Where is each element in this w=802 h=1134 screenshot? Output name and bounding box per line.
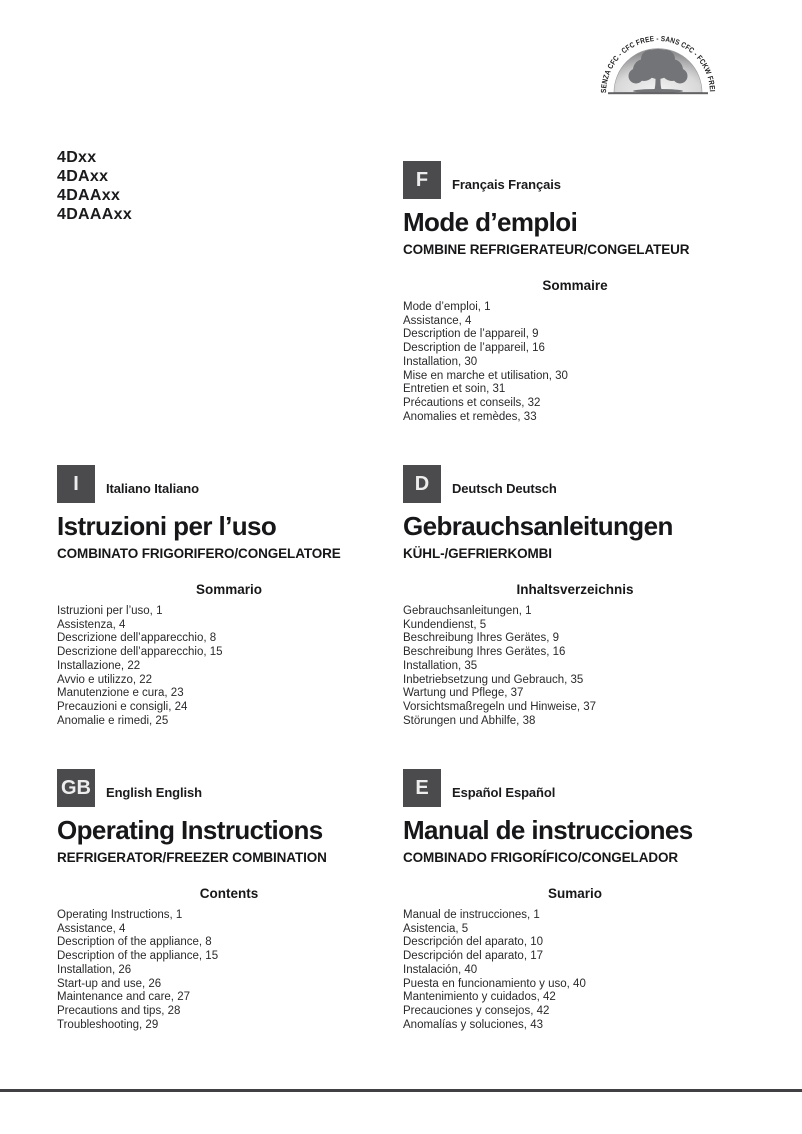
toc-item: Anomalías y soluciones, 43 [403,1018,543,1031]
language-badge-e: E [403,769,441,807]
section-german [403,465,747,728]
cfc-free-logo [597,33,719,101]
toc-item: Description of the appliance, 8 [57,936,212,949]
language-badge-d: D [403,465,441,503]
language-badge-f: F [403,161,441,199]
section-subtitle-english: REFRIGERATOR/FREEZER COMBINATION [57,850,327,865]
toc-item: Descripción del aparato, 10 [403,936,543,949]
toc-item: Precauzioni e consigli, 24 [57,700,188,713]
toc-heading-english: Contents [199,886,259,901]
toc-item: Operating Instructions, 1 [57,909,183,921]
toc-item: Störungen und Abhilfe, 38 [403,714,536,727]
toc-item: Mode d’emploi, 1 [403,301,491,313]
model-number: 4DAAxx [57,187,121,204]
language-header-english [57,769,401,807]
toc-item: Assistenza, 4 [57,618,126,631]
toc-item: Asistencia, 5 [403,922,469,935]
section-title-french: Mode d’emploi [403,207,578,237]
toc-item: Installation, 26 [57,963,132,976]
toc-french [403,301,747,424]
section-subtitle-italian: COMBINATO FRIGORIFERO/CONGELATORE [57,546,341,561]
toc-item: Gebrauchsanleitungen, 1 [403,605,532,617]
toc-item: Installation, 35 [403,659,478,672]
toc-item: Manual de instrucciones, 1 [403,909,540,921]
model-number: 4DAxx [57,168,109,185]
language-badge-i: I [57,465,95,503]
section-spanish [403,769,747,1032]
language-badge-gb: GB [57,769,95,807]
model-numbers [57,148,132,224]
section-subtitle-spanish: COMBINADO FRIGORÍFICO/CONGELADOR [403,850,679,865]
toc-item: Manutenzione e cura, 23 [57,687,184,700]
toc-item: Description of the appliance, 15 [57,950,219,963]
section-italian [57,465,401,728]
toc-heading-italian: Sommario [195,582,263,597]
toc-item: Vorsichtsmaßregeln und Hinweise, 37 [403,700,597,713]
toc-item: Start-up and use, 26 [57,977,162,990]
toc-heading-german: Inhaltsverzeichnis [516,582,634,597]
toc-item: Assistance, 4 [403,314,472,327]
toc-item: Entretien et soin, 31 [403,383,506,396]
toc-item: Troubleshooting, 29 [57,1018,159,1031]
toc-item: Descrizione dell’apparecchio, 15 [57,646,223,659]
toc-item: Description de l’appareil, 9 [403,328,539,341]
toc-heading-french: Sommaire [542,278,608,293]
logo-arc-text: SENZA CFC - CFC FREE - SANS CFC - FCKW FREI [598,33,718,94]
toc-item: Installation, 30 [403,355,478,368]
language-header-german [403,465,747,503]
toc-item: Anomalie e rimedi, 25 [57,714,169,727]
toc-item: Kundendienst, 5 [403,618,487,631]
section-subtitle-french: COMBINE REFRIGERATEUR/CONGELATEUR [403,242,690,257]
toc-spanish [403,909,747,1032]
section-french [403,161,747,424]
model-number: 4DAAAxx [57,206,133,223]
language-label-english: English English [106,785,203,800]
toc-item: Precauciones y consejos, 42 [403,1004,550,1017]
section-subtitle-german: KÜHL-/GEFRIERKOMBI [403,546,552,561]
section-english [57,769,401,1032]
toc-item: Description de l’appareil, 16 [403,342,545,355]
page-bottom-rule [0,1089,802,1092]
toc-item: Installazione, 22 [57,659,141,672]
toc-item: Instalación, 40 [403,963,478,976]
language-label-italian: Italiano Italiano [106,481,199,496]
toc-item: Puesta en funcionamiento y uso, 40 [403,977,586,990]
toc-item: Anomalies et remèdes, 33 [403,410,537,423]
language-label-german: Deutsch Deutsch [452,481,557,496]
toc-italian [57,605,401,728]
section-title-german: Gebrauchsanleitungen [403,511,673,541]
toc-item: Istruzioni per l’uso, 1 [57,605,163,617]
toc-item: Assistance, 4 [57,922,126,935]
toc-item: Maintenance and care, 27 [57,991,190,1004]
toc-item: Wartung und Pflege, 37 [403,687,524,700]
toc-german [403,605,747,728]
language-header-spanish [403,769,747,807]
toc-item: Précautions et conseils, 32 [403,396,541,409]
language-header-italian [57,465,401,503]
toc-item: Descripción del aparato, 17 [403,950,543,963]
toc-item: Mantenimiento y cuidados, 42 [403,991,556,1004]
toc-item: Precautions and tips, 28 [57,1004,181,1017]
section-title-english: Operating Instructions [57,815,323,845]
model-number: 4Dxx [57,149,97,166]
language-header-french [403,161,747,199]
toc-item: Mise en marche et utilisation, 30 [403,369,568,382]
cfc-free-tree-icon [597,33,719,101]
toc-item: Descrizione dell’apparecchio, 8 [57,632,217,645]
toc-heading-spanish: Sumario [547,886,602,901]
section-title-spanish: Manual de instrucciones [403,815,693,845]
language-label-spanish: Español Español [452,785,556,800]
toc-item: Avvio e utilizzo, 22 [57,673,153,686]
language-label-french: Français Français [452,177,561,192]
toc-item: Beschreibung Ihres Gerätes, 16 [403,646,566,659]
toc-item: Inbetriebsetzung und Gebrauch, 35 [403,673,584,686]
toc-item: Beschreibung Ihres Gerätes, 9 [403,632,559,645]
section-title-italian: Istruzioni per l’uso [57,511,277,541]
toc-english [57,909,401,1032]
